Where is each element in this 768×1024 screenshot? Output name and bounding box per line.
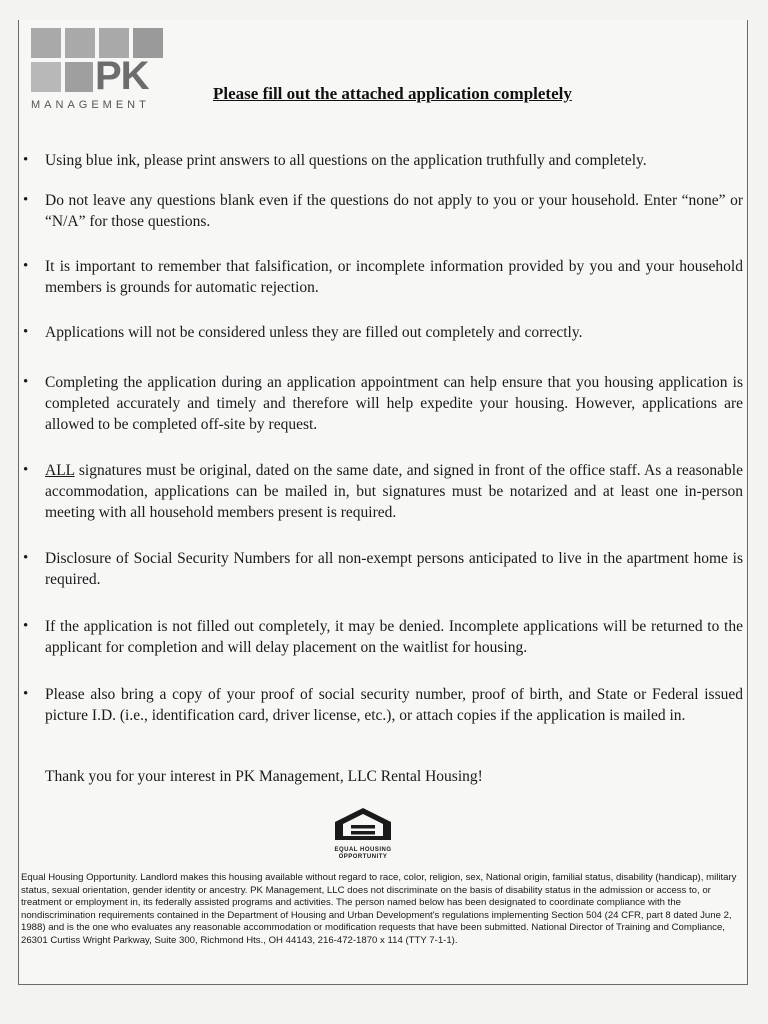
list-item: [19, 616, 743, 658]
list-item: [19, 322, 743, 343]
list-item-text: It is important to remember that falsification, or incomplete information provided by you and your household members is grounds for automatic rejection.: [45, 258, 743, 296]
list-item-text: Please also bring a copy of your proof of social security number, proof of birth, and State or Federal issued picture I.D. (i.e., identification card, driver license, etc.), or attach copies if the application is mailed in.: [45, 686, 743, 724]
list-item-text: Disclosure of Social Security Numbers for all non-exempt persons anticipated to live in the apartment home is required.: [45, 550, 743, 588]
eho-caption-line2: OPPORTUNITY: [338, 854, 388, 860]
bullet-icon: •: [23, 462, 29, 478]
list-item-text: Using blue ink, please print answers to all questions on the application truthfully and completely.: [45, 152, 647, 169]
list-item-text: If the application is not filled out completely, it may be denied. Incomplete applications will be returned to the applicant for completion and will delay placement on the waitlist for housing.: [45, 618, 743, 656]
bullet-icon: •: [23, 618, 29, 634]
list-item: [19, 256, 743, 298]
list-item: [19, 548, 743, 590]
emphasis-all: ALL: [45, 462, 75, 479]
logo-subtext: MANAGEMENT: [31, 99, 150, 111]
bullet-icon: •: [23, 324, 29, 340]
document-page: [18, 20, 748, 985]
bullet-icon: •: [23, 550, 29, 566]
eho-caption-line1: EQUAL HOUSING: [334, 847, 392, 853]
equal-housing-disclaimer: Equal Housing Opportunity. Landlord makes this housing available without regard to race, color, religion, sex, National origin, familial status, disability (handicap), military status, sexual orientation, gender identity or ancestry. PK Management, LLC does not discriminate on the basis of disability status in the admission or access to, or treatment or employment in, its federally assisted programs and activities. The person named below has been designated to coordinate compliance with the nondiscrimination requirements contained in the Department of Housing and Urban Development's regulations implementing Section 504 (24 CFR, part 8 dated June 2, 1988) and is the one who evaluates any reasonable accommodation or modification requests that have been submitted. National Director of Training and Compliance, 26301 Curtiss Wright Parkway, Suite 300, Richmond Hts., OH 44143, 216-472-1870 x 114 (TTY 7-1-1).: [21, 872, 737, 946]
bullet-icon: •: [23, 686, 29, 702]
bullet-icon: •: [23, 258, 29, 274]
list-item: [19, 684, 743, 726]
bullet-icon: •: [23, 152, 29, 168]
list-item: [19, 150, 743, 171]
equal-housing-house-icon: [329, 806, 397, 842]
pk-management-logo: [31, 26, 171, 116]
bullet-icon: •: [23, 374, 29, 390]
list-item: [19, 460, 743, 523]
list-item: [19, 190, 743, 232]
logo-text: PK: [95, 54, 149, 98]
list-item-text: signatures must be original, dated on the same date, and signed in front of the office staff. As a reasonable accommodation, applications can be mailed in, but signatures must be notarized and at least one in-person meeting with all household members present is required.: [45, 462, 743, 521]
page-title: Please fill out the attached application completely: [213, 84, 572, 103]
thank-you-note: Thank you for your interest in PK Management, LLC Rental Housing!: [45, 768, 483, 785]
list-item-text: Applications will not be considered unless they are filled out completely and correctly.: [45, 324, 583, 341]
list-item-text: Completing the application during an application appointment can help ensure that you housing application is completed accurately and timely and therefore will help expedite your housing. However, applications are allowed to be completed off-site by request.: [45, 374, 743, 433]
equal-housing-logo: [329, 806, 397, 858]
list-item: [19, 372, 743, 435]
list-item-text: Do not leave any questions blank even if the questions do not apply to you or your household. Enter “none” or “N/A” for those questions.: [45, 192, 743, 230]
bullet-icon: •: [23, 192, 29, 208]
